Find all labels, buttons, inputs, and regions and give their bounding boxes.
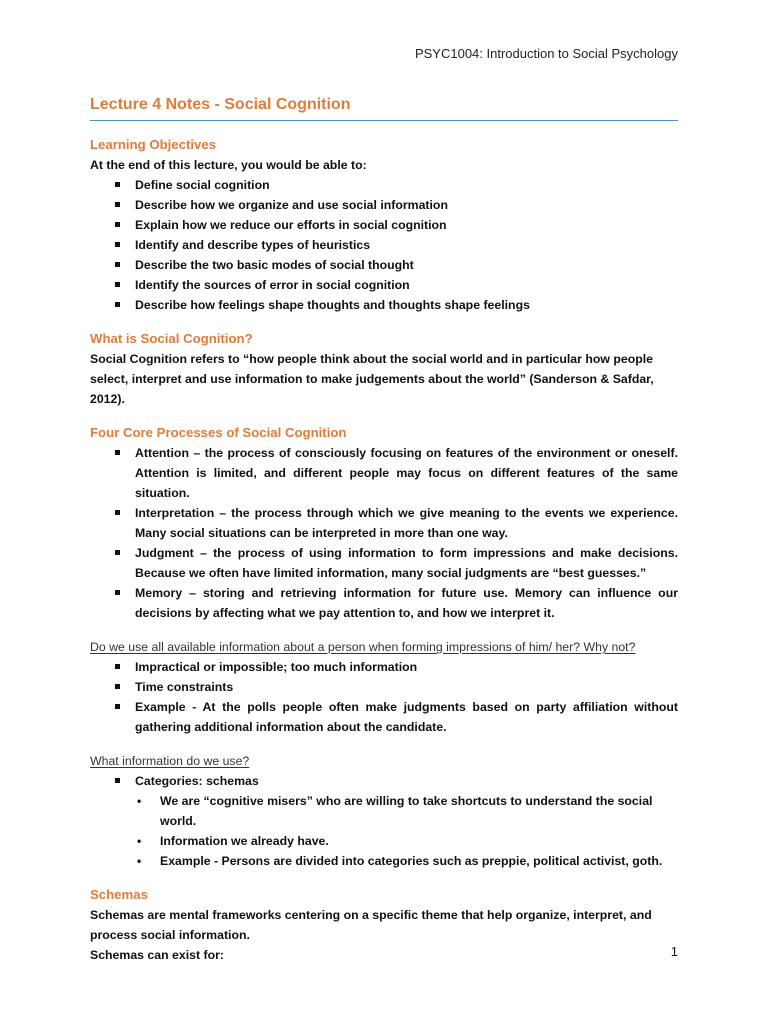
list-item: Describe how we organize and use social information bbox=[90, 195, 678, 215]
list-item: Attention – the process of consciously focusing on features of the environment or oneself. Attention is limited, and different people may focus on different features of the same situation. bbox=[90, 443, 678, 503]
page-title: Lecture 4 Notes - Social Cognition bbox=[90, 95, 678, 121]
all-info-list bbox=[90, 657, 678, 737]
list-item: • We are “cognitive misers” who are willing to take shortcuts to understand the social world. bbox=[90, 791, 678, 831]
list-item: Describe how feelings shape thoughts and thoughts shape feelings bbox=[90, 295, 678, 315]
what-info-sublist bbox=[90, 791, 678, 871]
document-body bbox=[90, 95, 678, 965]
objectives-list bbox=[90, 175, 678, 315]
what-is-text: Social Cognition refers to “how people think about the social world and in particular how people select, interpret and use information to make judgements about the world” (Sanderson & Safdar, 2012). bbox=[90, 352, 654, 406]
list-item: Identify the sources of error in social cognition bbox=[90, 275, 678, 295]
what-is-heading: What is Social Cognition? bbox=[90, 331, 253, 346]
list-item: Identify and describe types of heuristics bbox=[90, 235, 678, 255]
schemas-text-2: Schemas can exist for: bbox=[90, 948, 224, 962]
list-item: Describe the two basic modes of social thought bbox=[90, 255, 678, 275]
list-item: Judgment – the process of using information to form impressions and make decisions. Because we often have limited information, many social judgments are “best guesses.” bbox=[90, 543, 678, 583]
what-info-question: What information do we use? bbox=[90, 754, 250, 768]
list-item: Categories: schemas bbox=[90, 771, 678, 791]
schemas-heading: Schemas bbox=[90, 887, 148, 902]
all-info-question: Do we use all available information about a person when forming impressions of him/ her? Why not? bbox=[90, 640, 636, 654]
list-item: • Information we already have. bbox=[90, 831, 678, 851]
list-item: Interpretation – the process through which we give meaning to the events we experience. Many social situations can be interpreted in more than one way. bbox=[90, 503, 678, 543]
course-header: PSYC1004: Introduction to Social Psychology bbox=[414, 46, 678, 61]
objectives-heading: Learning Objectives bbox=[90, 137, 217, 152]
core-heading: Four Core Processes of Social Cognition bbox=[90, 425, 347, 440]
list-item: Memory – storing and retrieving information for future use. Memory can influence our decisions by affecting what we pay attention to, and how we interpret it. bbox=[90, 583, 678, 623]
list-item: Define social cognition bbox=[90, 175, 678, 195]
list-item: • Example - Persons are divided into categories such as preppie, political activist, goth. bbox=[90, 851, 678, 871]
page-number: 1 bbox=[670, 944, 678, 959]
list-item: Explain how we reduce our efforts in social cognition bbox=[90, 215, 678, 235]
core-list bbox=[90, 443, 678, 623]
what-info-list bbox=[90, 771, 678, 791]
schemas-text: Schemas are mental frameworks centering on a specific theme that help organize, interpret, and process social information. bbox=[90, 908, 652, 942]
list-item: Impractical or impossible; too much information bbox=[90, 657, 678, 677]
objectives-intro: At the end of this lecture, you would be able to: bbox=[90, 158, 367, 172]
list-item: Example - At the polls people often make judgments based on party affiliation without gathering additional information about the candidate. bbox=[90, 697, 678, 737]
list-item: Time constraints bbox=[90, 677, 678, 697]
